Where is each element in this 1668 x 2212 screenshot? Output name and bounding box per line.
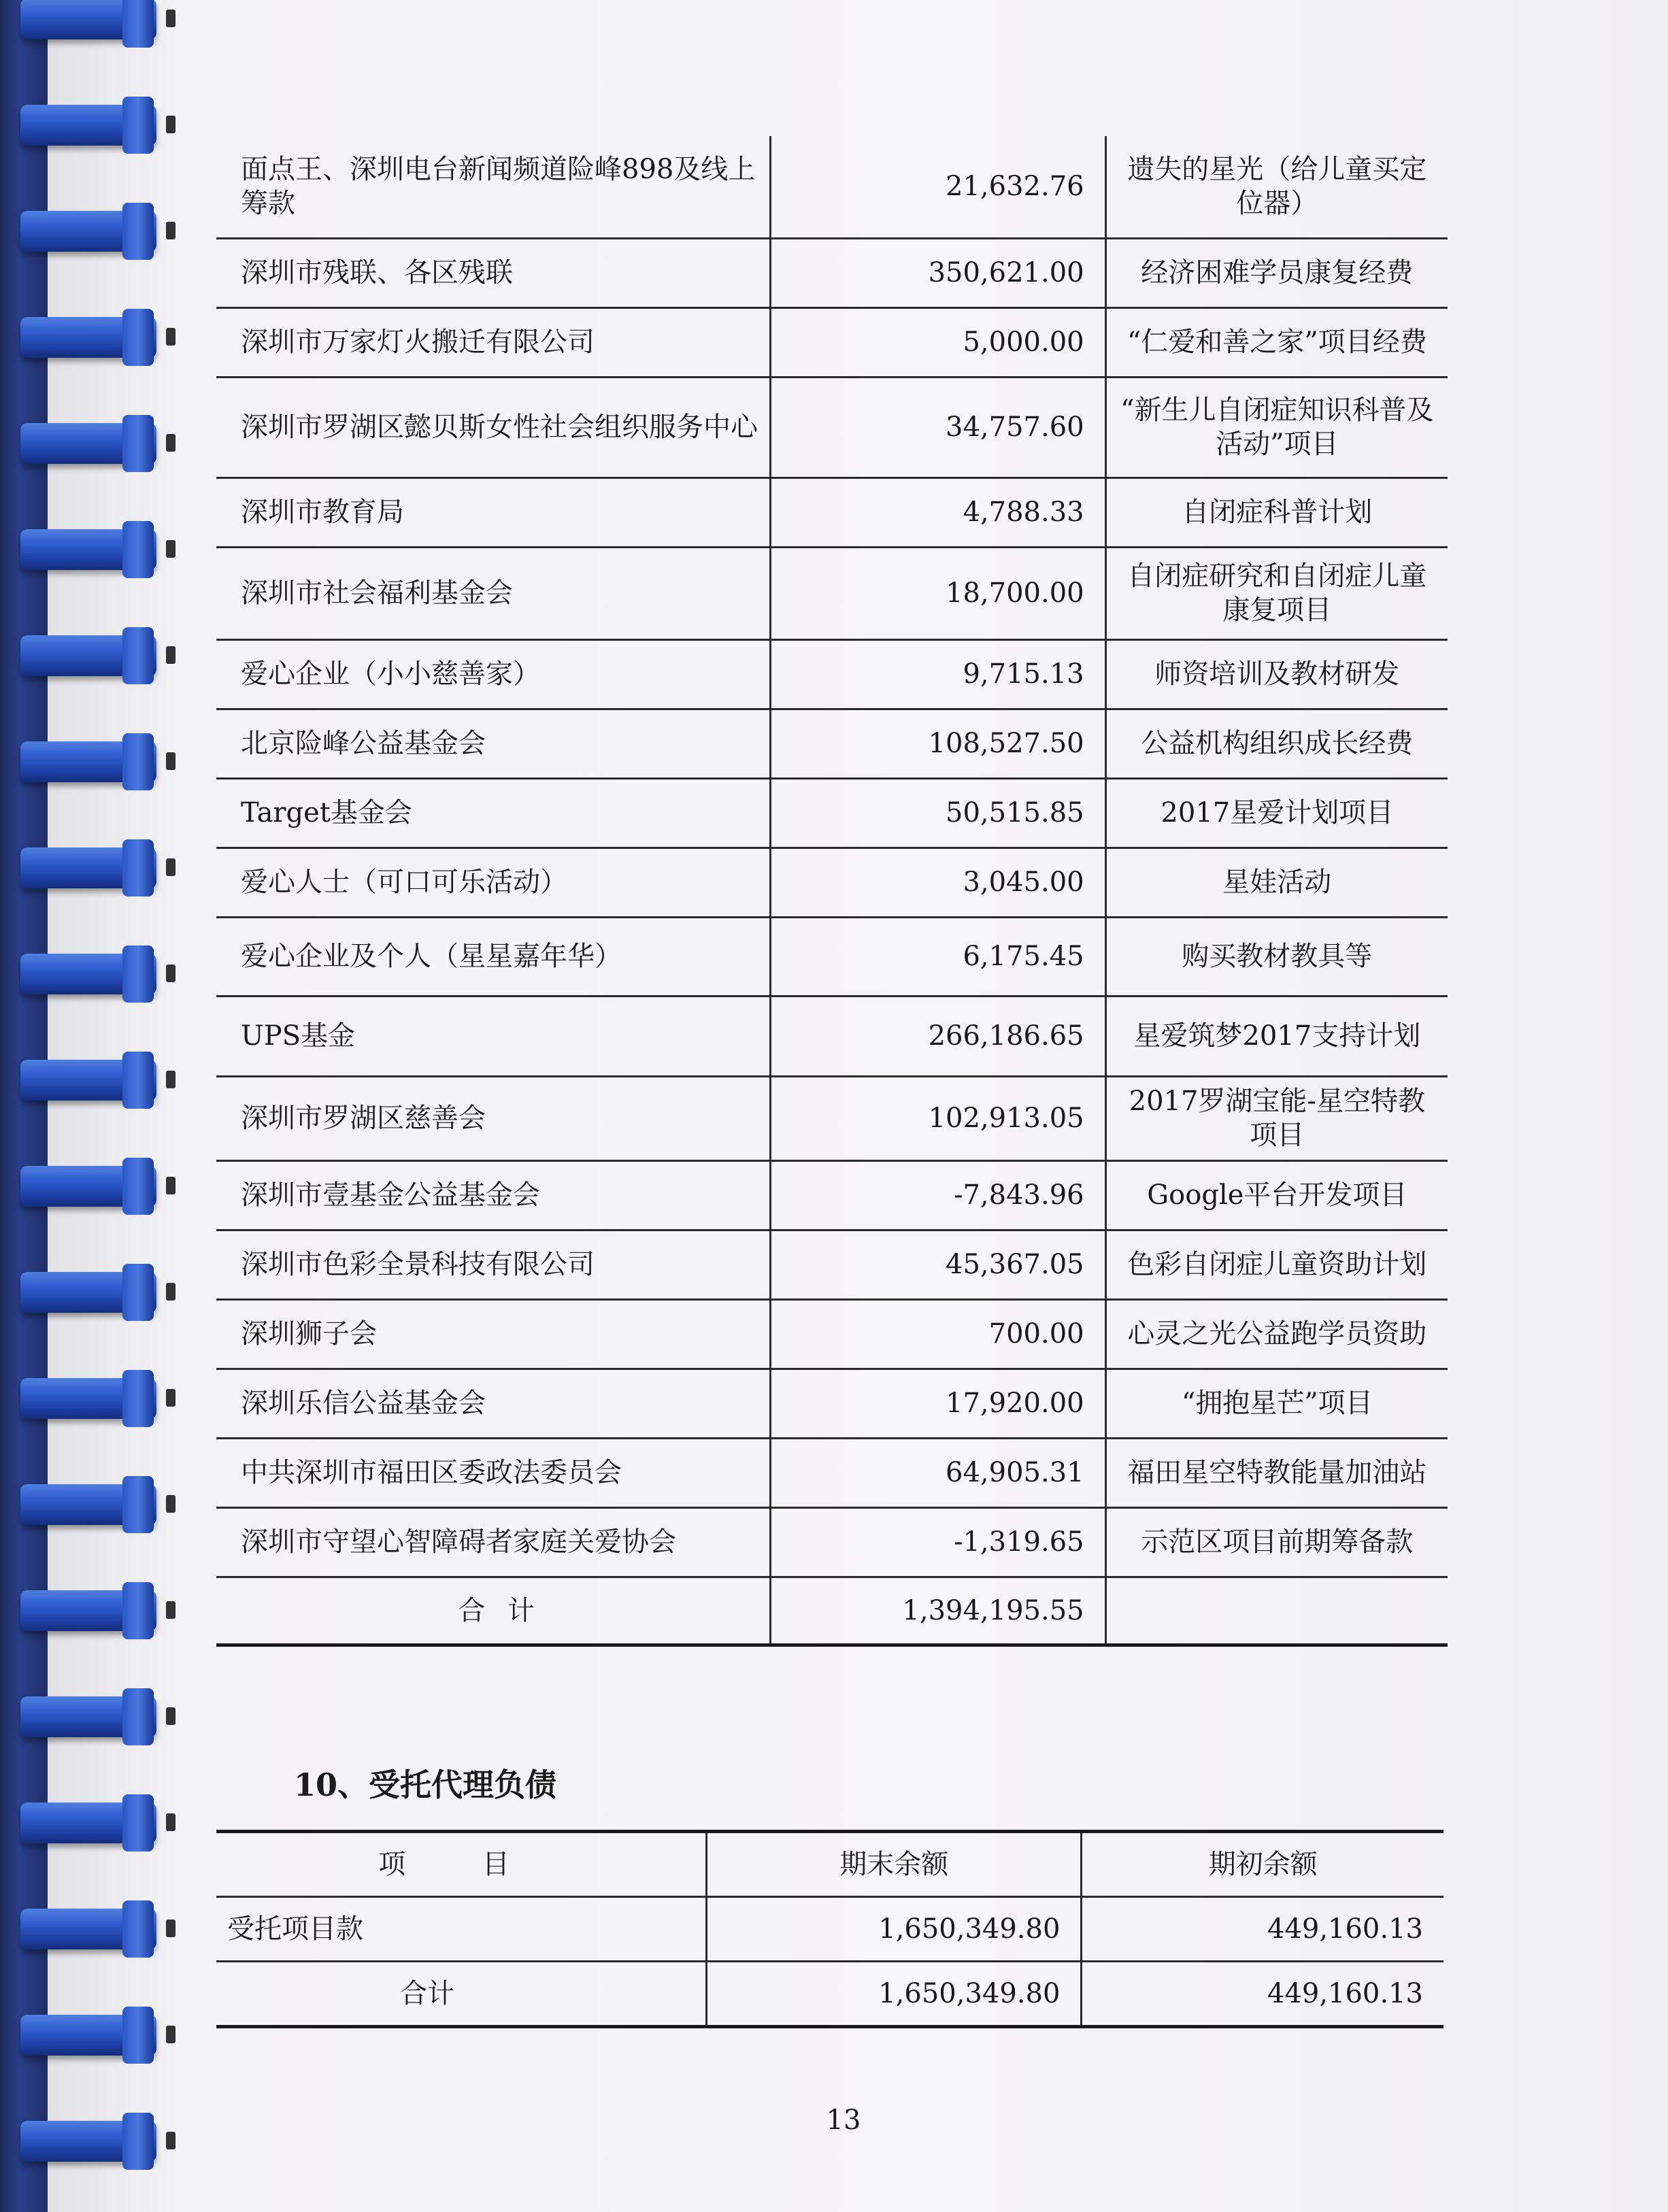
total-amount: 1,394,195.55 <box>771 1577 1106 1645</box>
binding-ring <box>20 305 156 370</box>
donor-name: 深圳市色彩全景科技有限公司 <box>241 1249 595 1280</box>
spiral-binding <box>0 0 170 2212</box>
donation-purpose: 遗失的星光（给儿童买定位器） <box>1127 154 1427 220</box>
donor-name: 面点王、深圳电台新闻频道险峰898及线上筹款 <box>241 154 756 220</box>
table-row <box>216 848 1448 917</box>
binding-ring <box>20 1896 156 1962</box>
table-row <box>216 136 1448 238</box>
total-row <box>216 1962 1444 2027</box>
donation-amount: 350,621.00 <box>771 238 1106 307</box>
donation-amount: 17,920.00 <box>771 1369 1106 1438</box>
donation-amount: 6,175.45 <box>771 917 1106 996</box>
donor-name: Target基金会 <box>241 797 412 828</box>
binding-ring <box>20 1366 156 1431</box>
donation-amount: 45,367.05 <box>771 1230 1106 1299</box>
binding-ring <box>20 941 156 1007</box>
binding-ring <box>20 1472 156 1537</box>
donor-name: 深圳乐信公益基金会 <box>241 1388 486 1419</box>
binding-ring <box>20 199 156 264</box>
donation-amount: 3,045.00 <box>771 848 1106 917</box>
donation-purpose: “拥抱星芒”项目 <box>1181 1388 1373 1419</box>
donation-purpose: 购买教材教具等 <box>1182 941 1373 972</box>
binding-ring <box>20 1684 156 1749</box>
table-row <box>216 1076 1448 1160</box>
binding-ring <box>20 1154 156 1219</box>
table-row <box>216 238 1448 307</box>
table-row <box>216 1369 1448 1438</box>
donation-amount: 102,913.05 <box>771 1076 1106 1160</box>
header-closing-balance: 期末余额 <box>707 1832 1082 1897</box>
donor-name: 深圳市社会福利基金会 <box>241 577 513 609</box>
binding-ring <box>20 1048 156 1113</box>
donation-purpose: “新生儿自闭症知识科普及活动”项目 <box>1120 395 1434 460</box>
donation-amount: 4,788.33 <box>771 477 1106 547</box>
total-label: 合计 <box>216 1962 707 2027</box>
donation-amount: 5,000.00 <box>771 307 1106 377</box>
table-row <box>216 1438 1448 1507</box>
donor-name: 深圳市罗湖区慈善会 <box>241 1103 486 1134</box>
donation-amount: 700.00 <box>771 1299 1106 1369</box>
donor-name: 深圳市守望心智障碍者家庭关爱协会 <box>241 1526 676 1558</box>
binding-ring <box>20 2002 156 2068</box>
binding-ring <box>20 2109 156 2174</box>
header-opening-balance: 期初余额 <box>1082 1832 1444 1897</box>
donation-amount: 18,700.00 <box>771 547 1106 639</box>
donor-name: 深圳市教育局 <box>241 497 404 528</box>
donor-name: 深圳市罗湖区懿贝斯女性社会组织服务中心 <box>241 412 758 443</box>
donation-amount: 266,186.65 <box>771 996 1106 1076</box>
binding-ring <box>20 623 156 688</box>
donation-purpose: 色彩自闭症儿童资助计划 <box>1127 1249 1427 1280</box>
donor-name: 深圳市壹基金公益基金会 <box>241 1179 540 1211</box>
row-closing-balance: 1,650,349.80 <box>707 1897 1082 1962</box>
binding-ring <box>20 411 156 476</box>
binding-ring <box>20 517 156 582</box>
binding-ring <box>20 0 156 52</box>
binding-ring <box>20 93 156 158</box>
donation-amount: 9,715.13 <box>771 639 1106 709</box>
entrusted-liabilities-table <box>216 1830 1444 2028</box>
table-row <box>216 1160 1448 1230</box>
table-header-row <box>216 1832 1444 1897</box>
donation-purpose: 自闭症科普计划 <box>1182 497 1373 528</box>
donor-name: 深圳狮子会 <box>241 1318 377 1350</box>
table-row <box>216 1897 1444 1962</box>
table-row <box>216 1299 1448 1369</box>
donation-purpose: 心灵之光公益跑学员资助 <box>1127 1318 1427 1350</box>
donation-purpose: 星爱筑梦2017支持计划 <box>1133 1020 1421 1052</box>
donor-name: 中共深圳市福田区委政法委员会 <box>241 1457 622 1488</box>
table-row <box>216 1230 1448 1299</box>
header-item: 项 目 <box>216 1832 707 1897</box>
table-row <box>216 778 1448 848</box>
donor-name: UPS基金 <box>241 1020 356 1052</box>
table-row <box>216 477 1448 547</box>
table-row <box>216 639 1448 709</box>
page-number: 13 <box>826 2105 861 2136</box>
table-row <box>216 709 1448 778</box>
donation-purpose: 福田星空特教能量加油站 <box>1127 1457 1427 1488</box>
binding-ring <box>20 1260 156 1325</box>
donation-purpose: 示范区项目前期筹备款 <box>1141 1526 1414 1558</box>
table-row <box>216 996 1448 1076</box>
binding-ring <box>20 1790 156 1856</box>
binding-ring <box>20 1578 156 1643</box>
binding-ring <box>20 835 156 901</box>
donation-amount: 64,905.31 <box>771 1438 1106 1507</box>
table-row <box>216 547 1448 639</box>
donor-name: 深圳市万家灯火搬迁有限公司 <box>241 326 595 358</box>
donor-name: 北京险峰公益基金会 <box>241 728 486 759</box>
binding-ring <box>20 729 156 794</box>
table-row <box>216 917 1448 996</box>
row-item: 受托项目款 <box>216 1897 707 1962</box>
donation-purpose: 公益机构组织成长经费 <box>1141 728 1414 759</box>
total-purpose-empty <box>1105 1577 1448 1645</box>
donation-purpose: 经济困难学员康复经费 <box>1141 257 1414 288</box>
donation-purpose: Google平台开发项目 <box>1147 1179 1407 1211</box>
donation-amount: 50,515.85 <box>771 778 1106 848</box>
donation-purpose: “仁爱和善之家”项目经费 <box>1127 326 1427 358</box>
row-opening-balance: 449,160.13 <box>1082 1897 1444 1962</box>
total-opening-balance: 449,160.13 <box>1082 1962 1444 2027</box>
donation-purpose: 星娃活动 <box>1222 867 1332 898</box>
table-row <box>216 307 1448 377</box>
donor-name: 爱心企业及个人（星星嘉年华） <box>241 941 622 972</box>
donation-purpose: 2017星爱计划项目 <box>1161 797 1394 828</box>
total-label: 合 计 <box>458 1594 541 1626</box>
donation-purpose: 师资培训及教材研发 <box>1154 658 1400 690</box>
donation-purpose: 2017罗湖宝能-星空特教项目 <box>1129 1086 1425 1151</box>
donor-name: 爱心人士（可口可乐活动） <box>241 867 567 898</box>
donation-amount: 21,632.76 <box>771 136 1106 238</box>
donation-purpose: 自闭症研究和自闭症儿童康复项目 <box>1127 560 1427 626</box>
table-row <box>216 1507 1448 1577</box>
donation-amount: 34,757.60 <box>771 377 1106 477</box>
donation-amount: -7,843.96 <box>771 1160 1106 1230</box>
donation-amount: 108,527.50 <box>771 709 1106 778</box>
total-closing-balance: 1,650,349.80 <box>707 1962 1082 2027</box>
table-row <box>216 377 1448 477</box>
section-heading: 10、受托代理负债 <box>294 1766 557 1803</box>
donor-name: 爱心企业（小小慈善家） <box>241 658 540 690</box>
donation-table <box>216 136 1448 1647</box>
donor-name: 深圳市残联、各区残联 <box>241 257 513 288</box>
total-row <box>216 1577 1448 1645</box>
donation-amount: -1,319.65 <box>771 1507 1106 1577</box>
